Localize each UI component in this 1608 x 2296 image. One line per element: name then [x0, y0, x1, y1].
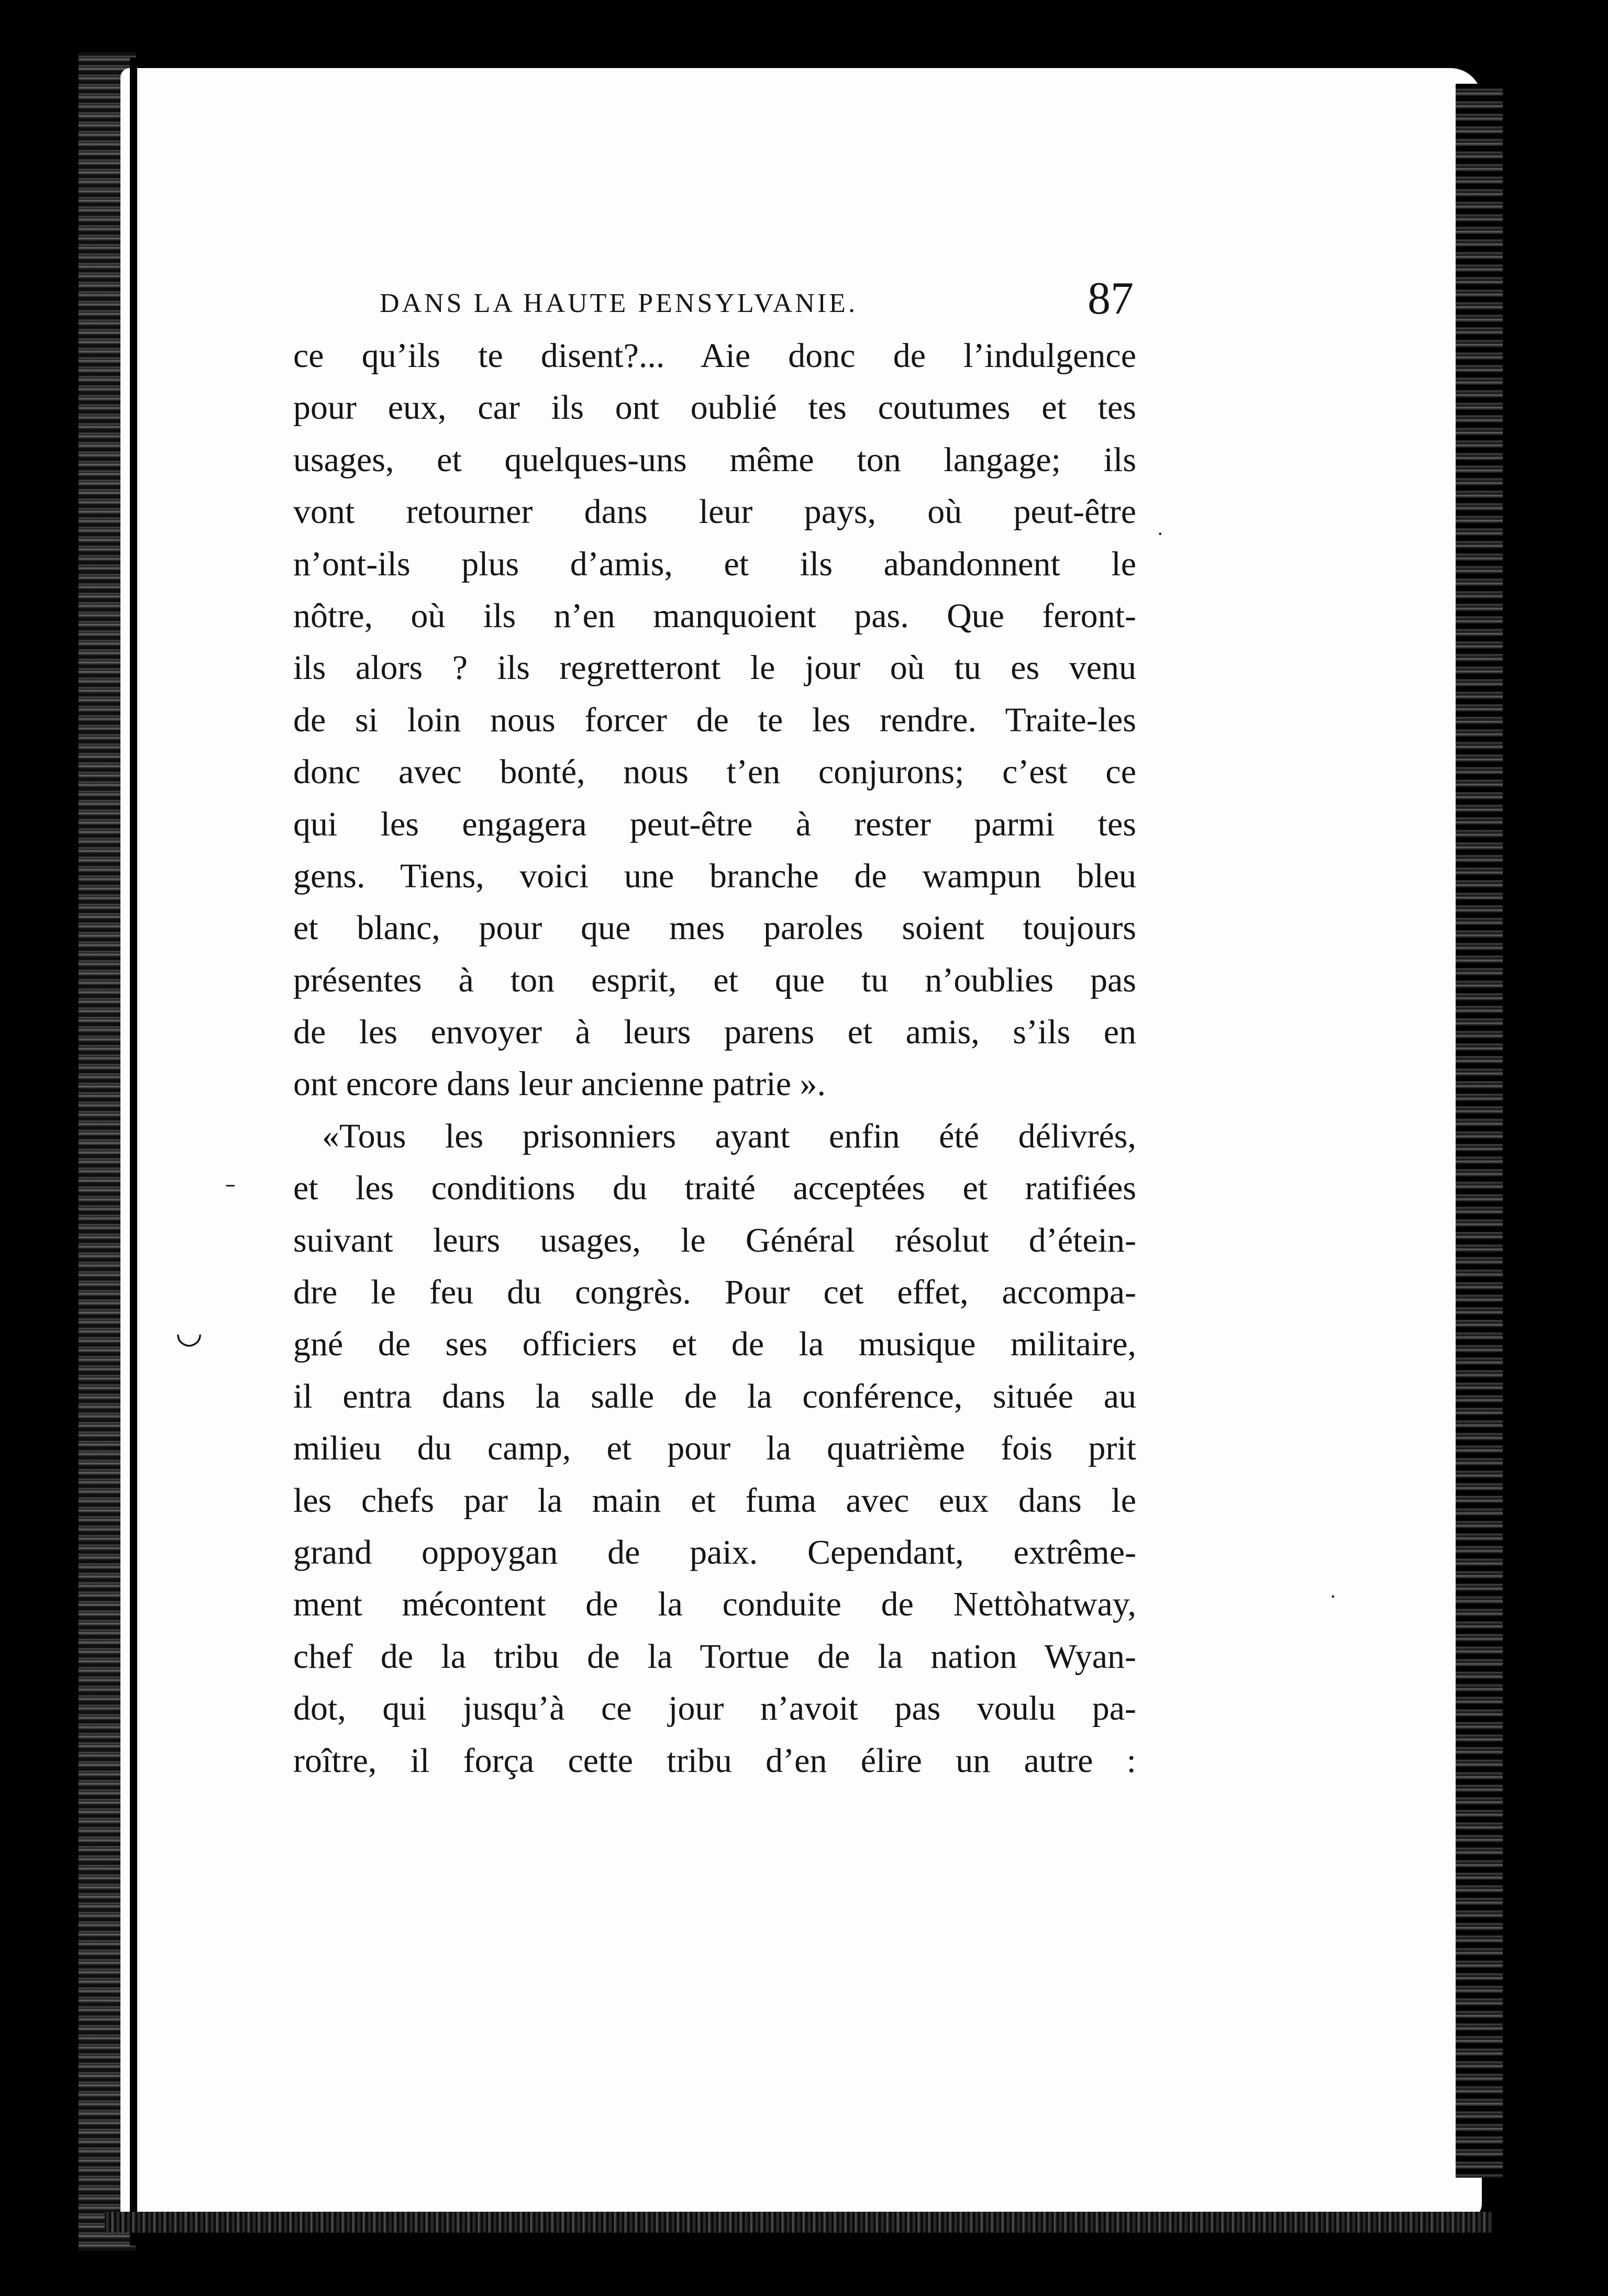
- text-line: gné de ses officiers et de la musique militaire,: [293, 1325, 1136, 1364]
- scan-speck: ·: [1157, 523, 1163, 545]
- text-line: dre le feu du congrès. Pour cet effet, accompa-: [293, 1273, 1136, 1312]
- text-line: usages, et quelques-uns même ton langage; ils: [293, 440, 1136, 479]
- text-line: de les envoyer à leurs parens et amis, s’ils en: [293, 1013, 1136, 1052]
- text-line: et les conditions du traité acceptées et ratifiées: [293, 1169, 1136, 1208]
- text-line: et blanc, pour que mes paroles soient toujours: [293, 909, 1136, 948]
- text-line: suivant leurs usages, le Général résolut d’étein-: [293, 1221, 1136, 1260]
- running-head: [293, 272, 1136, 330]
- paragraph-end-line: ont encore dans leur ancienne patrie ».: [293, 1065, 826, 1104]
- text-line: ils alors ? ils regretteront le jour où tu es venu: [293, 649, 1136, 687]
- text-line: roître, il força cette tribu d’en élire un autre :: [293, 1741, 1136, 1780]
- text-line: qui les engagera peut-être à rester parmi tes: [293, 805, 1136, 843]
- scan-speck: ·: [1330, 1586, 1336, 1608]
- page-bottom-edge: [105, 2212, 1492, 2233]
- text-line: gens. Tiens, voici une branche de wampun bleu: [293, 856, 1136, 895]
- page-fore-edge: [1456, 84, 1503, 2178]
- text-line: de si loin nous forcer de te les rendre. Traite-les: [293, 700, 1136, 739]
- gutter-shadow: [130, 58, 137, 2246]
- text-line: il entra dans la salle de la conférence, située au: [293, 1377, 1136, 1416]
- scan-speck: –: [225, 1173, 236, 1197]
- text-line: milieu du camp, et pour la quatrième fois prit: [293, 1429, 1136, 1468]
- running-head-title: DANS LA HAUTE PENSYLVANIE.: [380, 288, 858, 318]
- text-line: n’ont-ils plus d’amis, et ils abandonnent le: [293, 544, 1136, 583]
- body-text: [293, 330, 1136, 1787]
- paragraph-start-line: «Tous les prisonniers ayant enfin été délivrés,: [322, 1117, 1136, 1155]
- text-line: dot, qui jusqu’à ce jour n’avoit pas voulu pa-: [293, 1689, 1136, 1728]
- text-line: ment mécontent de la conduite de Nettòhatway,: [293, 1585, 1136, 1624]
- text-line: nôtre, où ils n’en manquoient pas. Que feront-: [293, 596, 1136, 635]
- text-line: ce qu’ils te disent?... Aie donc de l’indulgence: [293, 337, 1136, 375]
- text-line: chef de la tribu de la Tortue de la nation Wyan-: [293, 1637, 1136, 1676]
- text-line: vont retourner dans leur pays, où peut-être: [293, 493, 1136, 531]
- text-line: les chefs par la main et fuma avec eux dans le: [293, 1481, 1136, 1520]
- page-number: 87: [1088, 273, 1134, 324]
- page-body: [293, 272, 1136, 1787]
- text-line: pour eux, car ils ont oublié tes coutumes et tes: [293, 388, 1136, 427]
- scan-speck: ◡: [175, 1314, 203, 1351]
- text-line: donc avec bonté, nous t’en conjurons; c’est ce: [293, 753, 1136, 792]
- text-line: grand oppoygan de paix. Cependant, extrême-: [293, 1533, 1136, 1571]
- text-line: présentes à ton esprit, et que tu n’oublies pas: [293, 961, 1136, 999]
